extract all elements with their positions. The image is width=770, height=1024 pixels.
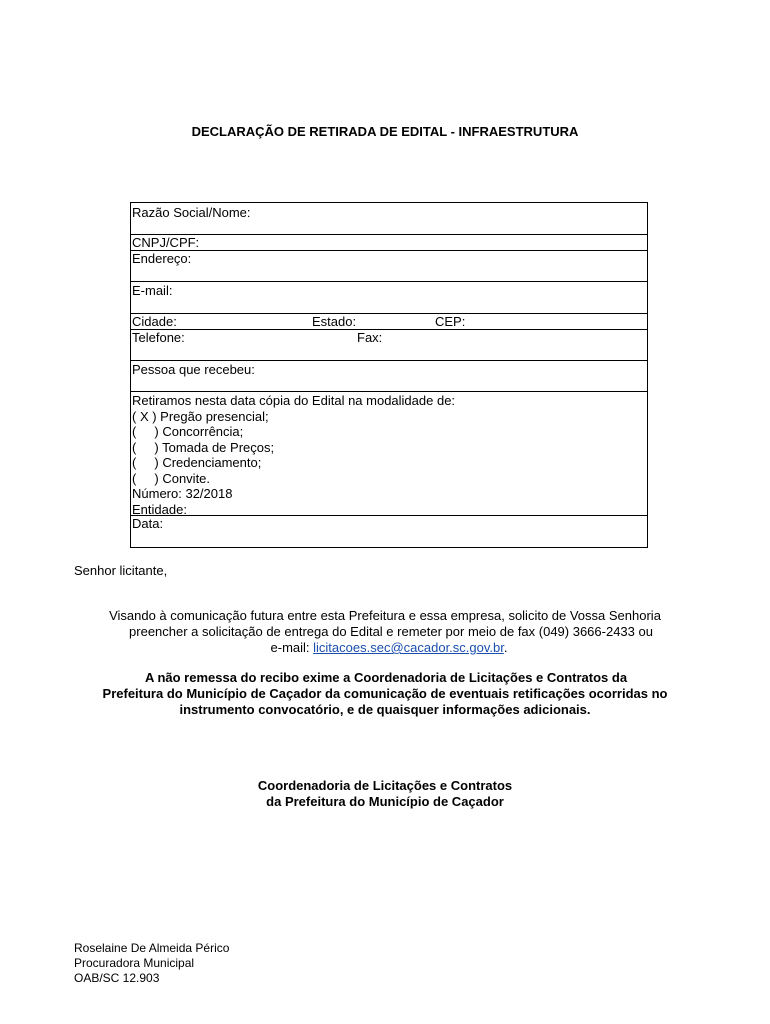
cidade-label: Cidade: (132, 314, 177, 329)
instruction-paragraph (0, 608, 770, 656)
modalidade-intro: Retiramos nesta data cópia do Edital na modalidade de: (132, 393, 456, 408)
numero-label: Número: 32/2018 (132, 486, 233, 501)
razao-social-label: Razão Social/Nome: (132, 205, 251, 220)
coord-line-2: da Prefeitura do Município de Caçador (266, 794, 504, 809)
email-prefix: e-mail: (270, 640, 314, 655)
document-title: DECLARAÇÃO DE RETIRADA DE EDITAL - INFRAESTRUTURA (191, 124, 579, 139)
email-label: E-mail: (132, 283, 173, 298)
email-suffix: . (503, 640, 508, 655)
estado-label: Estado: (312, 314, 357, 329)
field-contact[interactable] (131, 330, 647, 361)
greeting: Senhor licitante, (74, 563, 168, 578)
cnpj-label: CNPJ/CPF: (132, 235, 200, 250)
fax-label: Fax: (357, 330, 383, 345)
option-tomada-precos[interactable]: ( ) Tomada de Preços; (132, 439, 275, 455)
signature-name: Roselaine De Almeida Périco (74, 941, 230, 955)
pessoa-label: Pessoa que recebeu: (132, 362, 255, 377)
warning-notice (0, 670, 770, 718)
endereco-label: Endereço: (132, 251, 192, 266)
warning-line-1: A não remessa do recibo exime a Coordenadoria de Licitações e Contratos da (144, 670, 628, 685)
field-modalidade (131, 392, 647, 516)
field-endereco[interactable] (131, 251, 647, 282)
option-convite[interactable]: ( ) Convite. (132, 470, 211, 486)
field-pessoa[interactable] (131, 361, 647, 392)
option-concorrencia[interactable]: ( ) Concorrência; (132, 424, 244, 439)
data-label: Data: (132, 516, 164, 531)
field-cnpj[interactable] (131, 235, 647, 251)
cep-label: CEP: (435, 314, 466, 329)
telefone-label: Telefone: (132, 330, 185, 345)
option-pregao[interactable]: ( X ) Pregão presencial; (132, 408, 269, 424)
para-line-2: preencher a solicitação de entrega do Edital e remeter por meio de fax (049) 3666-2433 ou (129, 624, 653, 639)
signature-oab: OAB/SC 12.903 (74, 971, 160, 985)
coord-line-1: Coordenadoria de Licitações e Contratos (257, 778, 513, 793)
field-razao-social[interactable] (131, 203, 647, 235)
option-credenciamento[interactable]: ( ) Credenciamento; (132, 455, 262, 470)
entidade-label: Entidade: (132, 501, 187, 517)
field-email[interactable] (131, 282, 647, 314)
warning-line-2: Prefeitura do Município de Caçador da comunicação de eventuais retificações ocorridas no (102, 686, 668, 701)
declaration-form (130, 202, 648, 548)
signature-role: Procuradora Municipal (74, 956, 195, 970)
warning-line-3: instrumento convocatório, e de quaisquer informações adicionais. (179, 702, 591, 717)
field-data[interactable] (131, 516, 647, 547)
coordenadoria-block (0, 778, 770, 810)
para-line-1: Visando à comunicação futura entre esta Prefeitura e essa empresa, solicito de Vossa Senhoria (109, 608, 661, 623)
para-line-3 (0, 640, 770, 656)
signature-block (74, 941, 229, 986)
field-location[interactable] (131, 314, 647, 330)
email-link[interactable]: licitacoes.sec@cacador.sc.gov.br (313, 640, 504, 655)
